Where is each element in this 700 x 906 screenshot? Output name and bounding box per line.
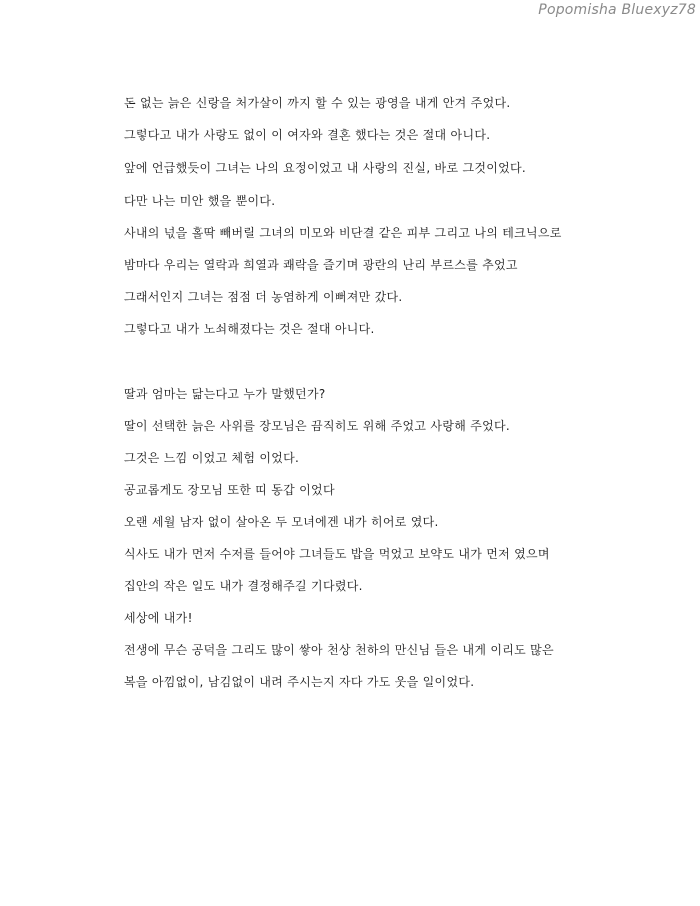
paragraph-7: 그래서인지 그녀는 점점 더 농염하게 이뻐져만 갔다. <box>124 290 403 304</box>
paragraph-12: 공교롭게도 장모님 또한 띠 동갑 이었다 <box>124 483 335 497</box>
paragraph-8: 그렇다고 내가 노쇠해졌다는 것은 절대 아니다. <box>124 322 375 336</box>
watermark: Popomisha Bluexyz78 <box>538 2 696 18</box>
document-body <box>124 92 574 693</box>
paragraph-2: 그렇다고 내가 사랑도 없이 이 여자와 결혼 했다는 것은 절대 아니다. <box>124 128 491 142</box>
paragraph-9: 딸과 엄마는 닮는다고 누가 말했던가? <box>124 387 326 401</box>
paragraph-16: 세상에 내가! <box>124 611 193 625</box>
paragraph-5: 사내의 넋을 홀딱 빼버릴 그녀의 미모와 비단결 같은 피부 그리고 나의 테크닉으로 <box>124 226 562 240</box>
paragraph-17: 전생에 무슨 공덕을 그리도 많이 쌓아 천상 천하의 만신님 들은 내게 이리도 많은 <box>124 643 554 657</box>
paragraph-1: 돈 없는 늙은 신랑을 처가살이 까지 할 수 있는 광영을 내게 안겨 주었다. <box>124 96 511 110</box>
paragraph-6: 밤마다 우리는 열락과 희열과 쾌락을 즐기며 광란의 난리 부르스를 추었고 <box>124 258 518 272</box>
paragraph-11: 그것은 느낌 이었고 체험 이었다. <box>124 451 300 465</box>
paragraph-18: 복을 아낌없이, 남김없이 내려 주시는지 자다 가도 웃을 일이었다. <box>124 675 475 689</box>
paragraph-4: 다만 나는 미안 했을 뿐이다. <box>124 194 276 208</box>
paragraph-13: 오랜 세월 남자 없이 살아온 두 모녀에겐 내가 히어로 였다. <box>124 515 439 529</box>
paragraph-14: 식사도 내가 먼저 수저를 들어야 그녀들도 밥을 먹었고 보약도 내가 먼저 였으며 <box>124 547 550 561</box>
paragraph-3: 앞에 언급했듯이 그녀는 나의 요정이었고 내 사랑의 진실, 바로 그것이었다. <box>124 161 527 175</box>
paragraph-15: 집안의 작은 일도 내가 결정해주길 기다렸다. <box>124 579 363 593</box>
paragraph-10: 딸이 선택한 늙은 사위를 장모님은 끔직히도 위해 주었고 사랑해 주었다. <box>124 419 511 433</box>
